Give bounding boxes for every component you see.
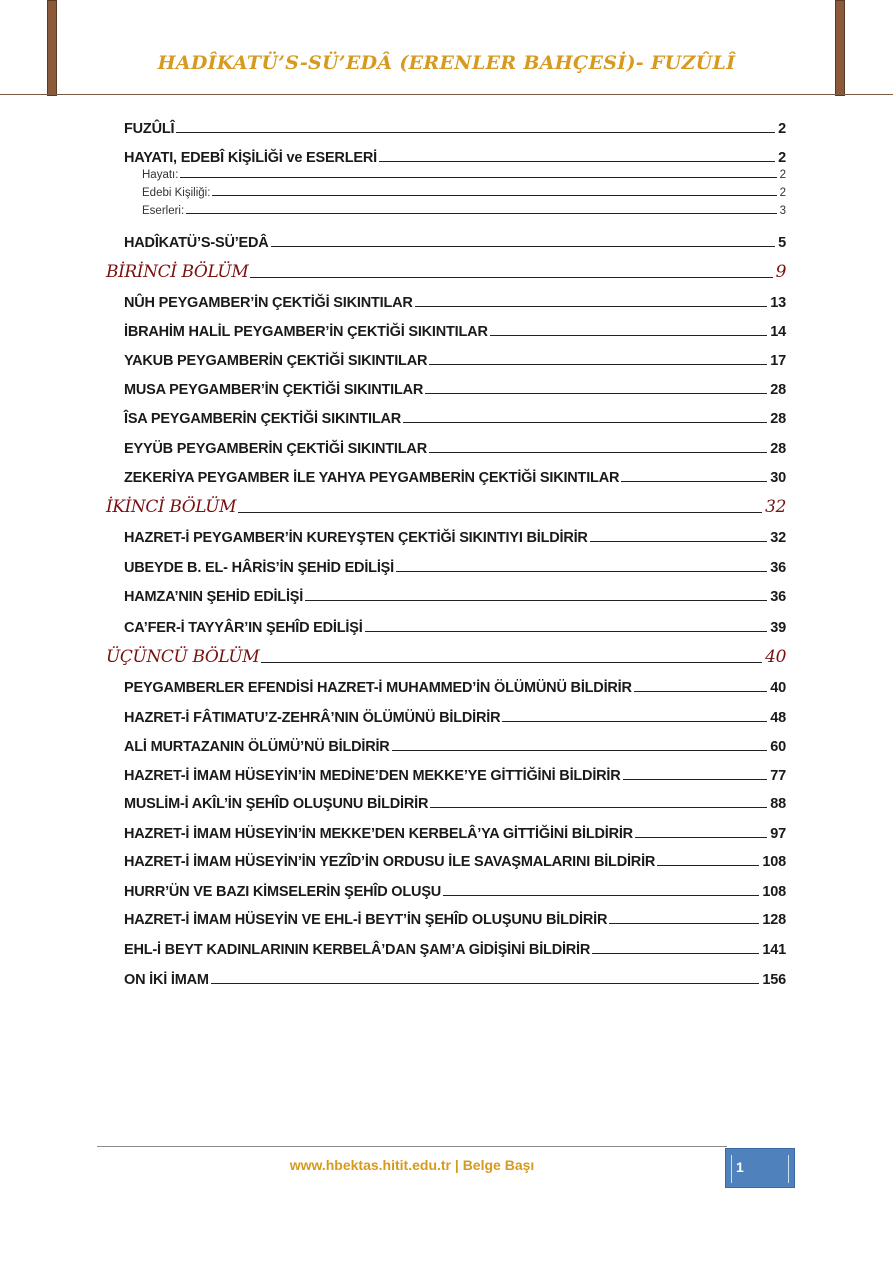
toc-entry-page: 156 (762, 972, 786, 988)
toc-entry[interactable] (106, 645, 786, 667)
toc-entry-page: 32 (770, 530, 786, 546)
toc-entry-page: 48 (770, 710, 786, 726)
header-divider (0, 94, 893, 95)
toc-entry-title: HAZRET-İ İMAM HÜSEYİN’İN MEDİNE’DEN MEKKE’YE GİTTİĞİNİ BİLDİRİR (124, 768, 621, 784)
toc-leader-line (657, 865, 759, 866)
toc-entry-page: 28 (770, 441, 786, 457)
toc-leader-line (635, 837, 767, 838)
toc-entry-page: 2 (779, 187, 786, 199)
toc-entry[interactable] (124, 968, 786, 988)
toc-entry-page: 28 (770, 411, 786, 427)
toc-entry-page: 9 (775, 262, 786, 282)
toc-entry[interactable] (124, 437, 786, 457)
toc-entry[interactable] (124, 850, 786, 870)
toc-entry[interactable] (124, 378, 786, 398)
toc-leader-line (621, 481, 767, 482)
toc-entry-title: HAZRET-İ İMAM HÜSEYİN’İN MEKKE’DEN KERBELÂ’YA GİTTİĞİNİ BİLDİRİR (124, 826, 633, 842)
toc-entry-page: 108 (762, 884, 786, 900)
toc-entry-title: HAMZA’NIN ŞEHİD EDİLİŞİ (124, 589, 304, 605)
toc-leader-line (634, 691, 767, 692)
toc-entry-title: EHL-İ BEYT KADINLARININ KERBELÂ’DAN ŞAM’A GİDİŞİNİ BİLDİRİR (124, 942, 591, 958)
toc-leader-line (403, 422, 767, 423)
page-header-title: HADÎKATÜ’S-SÜ’EDÂ (ERENLER BAHÇESİ)- FUZÛLÎ (157, 52, 736, 74)
toc-entry-title: İBRAHİM HALİL PEYGAMBER’İN ÇEKTİĞİ SIKINTILAR (124, 324, 488, 340)
toc-leader-line (238, 512, 762, 513)
toc-entry-title: HAZRET-İ İMAM HÜSEYİN’İN YEZÎD’İN ORDUSU İLE SAVAŞMALARINI BİLDİRİR (124, 854, 656, 870)
toc-entry[interactable] (124, 676, 786, 696)
toc-entry-page: 77 (770, 768, 786, 784)
toc-leader-line (212, 195, 776, 196)
toc-entry[interactable] (106, 495, 786, 517)
toc-entry[interactable] (124, 466, 786, 486)
toc-entry[interactable] (124, 616, 786, 636)
toc-entry-page: 32 (765, 497, 786, 517)
toc-leader-line (502, 721, 767, 722)
toc-entry-title: Edebi Kişiliği: (142, 187, 211, 199)
toc-leader-line (623, 779, 768, 780)
header-right-bar (835, 0, 845, 96)
toc-entry-title: FUZÛLÎ (124, 121, 175, 137)
toc-entry-page: 2 (778, 150, 786, 166)
toc-entry[interactable] (124, 735, 786, 755)
toc-leader-line (180, 177, 776, 178)
toc-entry-page: 3 (779, 205, 786, 217)
toc-entry-page: 40 (770, 680, 786, 696)
toc-entry-title: UBEYDE B. EL- HÂRİS’İN ŞEHİD EDİLİŞİ (124, 560, 394, 576)
toc-entry-title: ALİ MURTAZANIN ÖLÜMÜ’NÜ BİLDİRİR (124, 739, 390, 755)
toc-entry-page: 88 (770, 796, 786, 812)
toc-entry-page: 108 (762, 854, 786, 870)
toc-leader-line (186, 213, 776, 214)
toc-entry[interactable] (124, 908, 786, 928)
toc-entry[interactable] (124, 291, 786, 311)
toc-entry-title: YAKUB PEYGAMBERİN ÇEKTİĞİ SIKINTILAR (124, 353, 428, 369)
toc-entry-page: 36 (770, 589, 786, 605)
header-left-bar (47, 0, 57, 96)
toc-leader-line (271, 246, 776, 247)
footer-divider (97, 1146, 727, 1147)
toc-entry[interactable] (142, 184, 786, 199)
toc-entry-title: MUSA PEYGAMBER’İN ÇEKTİĞİ SIKINTILAR (124, 382, 424, 398)
toc-entry-page: 141 (762, 942, 786, 958)
toc-leader-line (250, 277, 772, 278)
toc-entry[interactable] (124, 556, 786, 576)
toc-entry-title: HADÎKATÜ’S-SÜ’EDÂ (124, 235, 269, 251)
toc-entry-page: 2 (779, 169, 786, 181)
toc-entry-page: 2 (778, 121, 786, 137)
toc-entry-page: 30 (770, 470, 786, 486)
toc-entry[interactable] (124, 320, 786, 340)
toc-leader-line (590, 541, 768, 542)
toc-entry-page: 39 (770, 620, 786, 636)
toc-entry-title: Eserleri: (142, 205, 185, 217)
toc-entry-page: 5 (778, 235, 786, 251)
toc-entry-title: BİRİNCİ BÖLÜM (106, 262, 249, 282)
toc-leader-line (176, 132, 775, 133)
toc-entry[interactable] (124, 764, 786, 784)
toc-entry[interactable] (124, 938, 786, 958)
toc-entry[interactable] (124, 117, 786, 137)
toc-entry-title: ZEKERİYA PEYGAMBER İLE YAHYA PEYGAMBERİN ÇEKTİĞİ SIKINTILAR (124, 470, 620, 486)
toc-leader-line (430, 807, 767, 808)
toc-entry-title: EYYÜB PEYGAMBERİN ÇEKTİĞİ SIKINTILAR (124, 441, 427, 457)
toc-entry-title: ÜÇÜNCÜ BÖLÜM (106, 647, 260, 667)
toc-entry[interactable] (124, 231, 786, 251)
toc-leader-line (609, 923, 759, 924)
toc-entry[interactable] (124, 706, 786, 726)
toc-entry-page: 36 (770, 560, 786, 576)
toc-leader-line (490, 335, 768, 336)
toc-entry[interactable] (124, 526, 786, 546)
page-number-box (725, 1148, 795, 1188)
toc-entry-page: 60 (770, 739, 786, 755)
toc-entry[interactable] (124, 349, 786, 369)
toc-entry-page: 97 (770, 826, 786, 842)
toc-entry-title: ON İKİ İMAM (124, 972, 209, 988)
toc-entry-page: 13 (770, 295, 786, 311)
toc-entry-title: ÎSA PEYGAMBERİN ÇEKTİĞİ SIKINTILAR (124, 411, 402, 427)
toc-entry[interactable] (142, 166, 786, 181)
toc-leader-line (429, 364, 767, 365)
toc-leader-line (261, 662, 762, 663)
page-number: 1 (736, 1159, 744, 1175)
toc-entry[interactable] (106, 260, 786, 282)
toc-entry[interactable] (124, 407, 786, 427)
toc-entry-page: 17 (770, 353, 786, 369)
toc-entry-page: 40 (765, 647, 786, 667)
toc-entry-title: PEYGAMBERLER EFENDİSİ HAZRET-İ MUHAMMED’İN ÖLÜMÜNÜ BİLDİRİR (124, 680, 632, 696)
toc-leader-line (392, 750, 768, 751)
toc-leader-line (429, 452, 767, 453)
toc-entry-title: İKİNCİ BÖLÜM (106, 497, 237, 517)
toc-leader-line (379, 161, 775, 162)
toc-entry-title: HURR’ÜN VE BAZI KİMSELERİN ŞEHÎD OLUŞU (124, 884, 442, 900)
footer-link[interactable]: www.hbektas.hitit.edu.tr | Belge Başı (289, 1157, 535, 1173)
toc-entry-title: HAZRET-İ PEYGAMBER’İN KUREYŞTEN ÇEKTİĞİ SIKINTIYI BİLDİRİR (124, 530, 588, 546)
toc-entry-title: NÛH PEYGAMBER’İN ÇEKTİĞİ SIKINTILAR (124, 295, 413, 311)
toc-entry-page: 28 (770, 382, 786, 398)
toc-entry-page: 128 (762, 912, 786, 928)
toc-entry-page: 14 (770, 324, 786, 340)
toc-entry[interactable] (142, 202, 786, 217)
toc-leader-line (425, 393, 767, 394)
toc-entry[interactable] (124, 792, 786, 812)
toc-leader-line (415, 306, 768, 307)
toc-leader-line (365, 631, 768, 632)
toc-entry-title: MUSLİM-İ AKÎL’İN ŞEHÎD OLUŞUNU BİLDİRİR (124, 796, 429, 812)
toc-leader-line (305, 600, 767, 601)
toc-entry[interactable] (124, 822, 786, 842)
toc-leader-line (396, 571, 767, 572)
toc-leader-line (592, 953, 759, 954)
toc-entry-title: CA’FER-İ TAYYÂR’IN ŞEHÎD EDİLİŞİ (124, 620, 363, 636)
toc-entry[interactable] (124, 880, 786, 900)
toc-leader-line (443, 895, 759, 896)
toc-entry-title: HAYATI, EDEBÎ KİŞİLİĞİ ve ESERLERİ (124, 150, 377, 166)
toc-entry-title: HAZRET-İ FÂTIMATU’Z-ZEHRÂ’NIN ÖLÜMÜNÜ BİLDİRİR (124, 710, 501, 726)
toc-entry-title: HAZRET-İ İMAM HÜSEYİN VE EHL-İ BEYT’İN ŞEHÎD OLUŞUNU BİLDİRİR (124, 912, 608, 928)
toc-entry[interactable] (124, 146, 786, 166)
toc-entry-title: Hayatı: (142, 169, 179, 181)
toc-entry[interactable] (124, 585, 786, 605)
toc-leader-line (211, 983, 760, 984)
